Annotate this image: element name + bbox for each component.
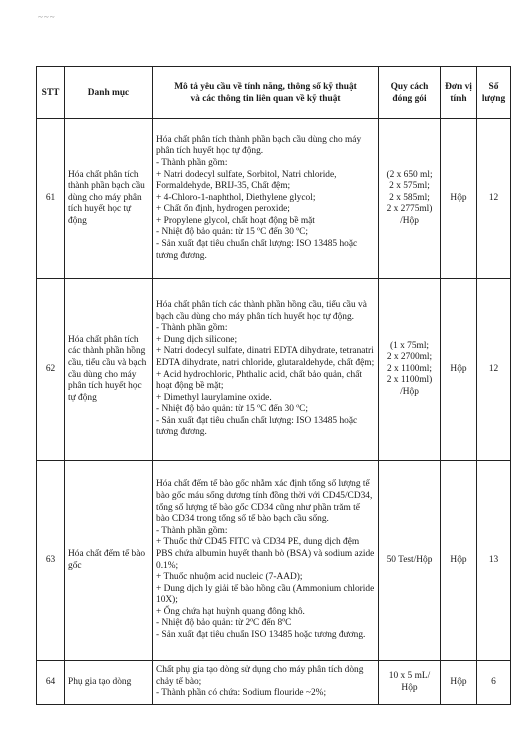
requirement-line: Hóa chất đếm tế bào gốc nhằm xác định tổng số lượng tế bào gốc máu sống dương tính đồng thời với CD45/CD34, tổng số lượng tế bào gốc CD34 cũng như phần trăm tế bào CD34 trong tổng số tế bào bạch cầu sống.: [156, 479, 373, 525]
requirement-line: + Natri dodecyl sulfate, Sorbitol, Natri chloride, Formaldehyde, BRIJ-35, Chất đệm;: [156, 169, 337, 192]
row-packaging: [379, 661, 441, 705]
header-stt: STT: [37, 67, 65, 119]
row-category: Hóa chất phân tích các thành phần hồng cầu, tiểu cầu và bạch cầu dùng cho máy phân tích huyết học tự động: [65, 279, 153, 461]
row-requirements: [153, 661, 379, 705]
table-row: [37, 461, 511, 661]
packaging-line: 2 x 2775ml): [386, 204, 433, 215]
requirement-line: + Ống chứa hạt huỳnh quang đông khô.: [156, 606, 305, 617]
requirement-line: + Propylene glycol, chất hoạt động bề mặt: [156, 215, 315, 226]
packaging-line: /Hộp: [400, 386, 419, 397]
header-requirements-line2: và các thông tin liên quan về kỹ thuật: [190, 93, 341, 104]
specification-table: [36, 66, 511, 705]
requirement-line: Hóa chất phân tích thành phần bạch cầu dùng cho máy phân tích huyết học tự động.: [156, 134, 362, 157]
packaging-line: 2 x 2700ml;: [386, 352, 433, 363]
table-row: [37, 279, 511, 461]
row-stt: 62: [37, 279, 65, 461]
row-unit: Hộp: [441, 461, 477, 661]
requirement-line: - Nhiệt độ bảo quản: từ 2ºC đến 8ºC: [156, 618, 292, 629]
row-packaging: [379, 461, 441, 661]
requirement-line: + Natri dodecyl sulfate, dinatri EDTA dihydrate, tetranatri EDTA dihydrate, natri chloride, glutaraldehyde, chất đệm;: [156, 346, 375, 368]
requirement-line: - Sản xuất đạt tiêu chuẩn ISO 13485 hoặc tương đương.: [156, 630, 366, 641]
header-unit-line1: Đơn vị: [445, 81, 472, 92]
row-quantity: 13: [477, 461, 511, 661]
packaging-line: 50 Test/Hộp: [386, 554, 433, 565]
row-category: Hóa chất đếm tế bào gốc: [65, 461, 153, 661]
table-row: [37, 661, 511, 705]
requirement-line: - Thành phần có chứa: Sodium flouride ~2%;: [156, 688, 327, 699]
row-category: Hóa chất phân tích thành phần bạch cầu dùng cho máy phân tích huyết học tự động: [65, 119, 153, 279]
row-quantity: 12: [477, 279, 511, 461]
header-quantity: [477, 67, 511, 119]
row-unit: Hộp: [441, 279, 477, 461]
row-category: Phụ gia tạo dòng: [65, 661, 153, 705]
header-quantity-line2: lượng: [481, 93, 506, 104]
requirement-line: + Thuốc thử CD45 FITC và CD34 PE, dung dịch đệm PBS chứa albumin huyết thanh bò (BSA) và sodium azide 0.1%;: [156, 537, 375, 571]
requirement-line: - Nhiệt độ bảo quản: từ 15 ºC đến 30 ºC;: [156, 404, 309, 415]
requirement-line: + Thuốc nhuộm acid nucleic (7-AAD);: [156, 572, 303, 583]
packaging-line: 10 x 5 mL/: [388, 670, 431, 681]
header-category: Danh mục: [65, 67, 153, 119]
requirement-line: - Thành phần gồm:: [156, 157, 228, 168]
row-quantity: 12: [477, 119, 511, 279]
header-packaging-line1: Quy cách: [390, 81, 429, 92]
header-packaging-line2: đóng gói: [392, 93, 427, 104]
row-packaging: [379, 119, 441, 279]
requirement-line: + Dimethyl laurylamine oxide.: [156, 392, 272, 403]
row-stt: 63: [37, 461, 65, 661]
header-requirements-line1: Mô tả yêu cầu về tính năng, thông số kỹ thuật: [174, 81, 357, 92]
requirement-line: + Chất ổn định, hydrogen peroxide;: [156, 204, 290, 215]
packaging-line: Hộp: [401, 682, 418, 693]
requirement-line: + Acid hydrochloric, Phthalic acid, chất bảo quản, chất hoạt động bề mặt;: [156, 369, 363, 392]
packaging-line: /Hộp: [400, 215, 419, 226]
header-packaging: [379, 67, 441, 119]
requirement-line: Chất phụ gia tạo dòng sử dụng cho máy phân tích dòng chảy tế bào;: [156, 665, 364, 687]
row-requirements: [153, 279, 379, 461]
requirement-line: + Dung dịch silicone;: [156, 334, 238, 345]
row-unit: Hộp: [441, 661, 477, 705]
requirement-line: + Dung dịch ly giải tế bào hồng cầu (Ammonium chloride 10X);: [156, 583, 375, 606]
row-requirements: [153, 119, 379, 279]
header-unit-line2: tính: [450, 93, 467, 104]
packaging-line: 2 x 575ml;: [389, 181, 430, 192]
row-unit: Hộp: [441, 119, 477, 279]
row-packaging: [379, 279, 441, 461]
page-mark: ~~~: [38, 12, 56, 22]
header-quantity-line1: Số: [488, 81, 499, 92]
table-header-row: [37, 67, 511, 119]
requirement-line: + 4-Chloro-1-naphthol, Diethylene glycol;: [156, 192, 316, 203]
requirement-line: - Sản xuất đạt tiêu chuẩn chất lượng: ISO 13485 hoặc tương đương.: [156, 415, 358, 438]
row-stt: 64: [37, 661, 65, 705]
header-unit: [441, 67, 477, 119]
requirement-line: - Thành phần gồm:: [156, 323, 228, 334]
packaging-line: (2 x 650 ml;: [386, 169, 433, 180]
packaging-line: (1 x 75ml;: [389, 340, 430, 351]
row-stt: 61: [37, 119, 65, 279]
packaging-line: 2 x 1100ml;: [387, 363, 432, 374]
packaging-line: 2 x 1100ml): [386, 375, 433, 386]
row-requirements: [153, 461, 379, 661]
requirement-line: - Sản xuất đạt tiêu chuẩn chất lượng: ISO 13485 hoặc tương đương.: [156, 239, 358, 261]
packaging-line: 2 x 585ml;: [389, 192, 430, 203]
table-row: [37, 119, 511, 279]
row-quantity: 6: [477, 661, 511, 705]
requirement-line: - Thành phần gồm:: [156, 525, 228, 536]
requirement-line: - Nhiệt độ bảo quản: từ 15 ºC đến 30 ºC;: [156, 227, 309, 238]
header-requirements: [153, 67, 379, 119]
requirement-line: Hóa chất phân tích các thành phần hồng cầu, tiểu cầu và bạch cầu dùng cho máy phân tích huyết học tự động.: [156, 299, 367, 322]
